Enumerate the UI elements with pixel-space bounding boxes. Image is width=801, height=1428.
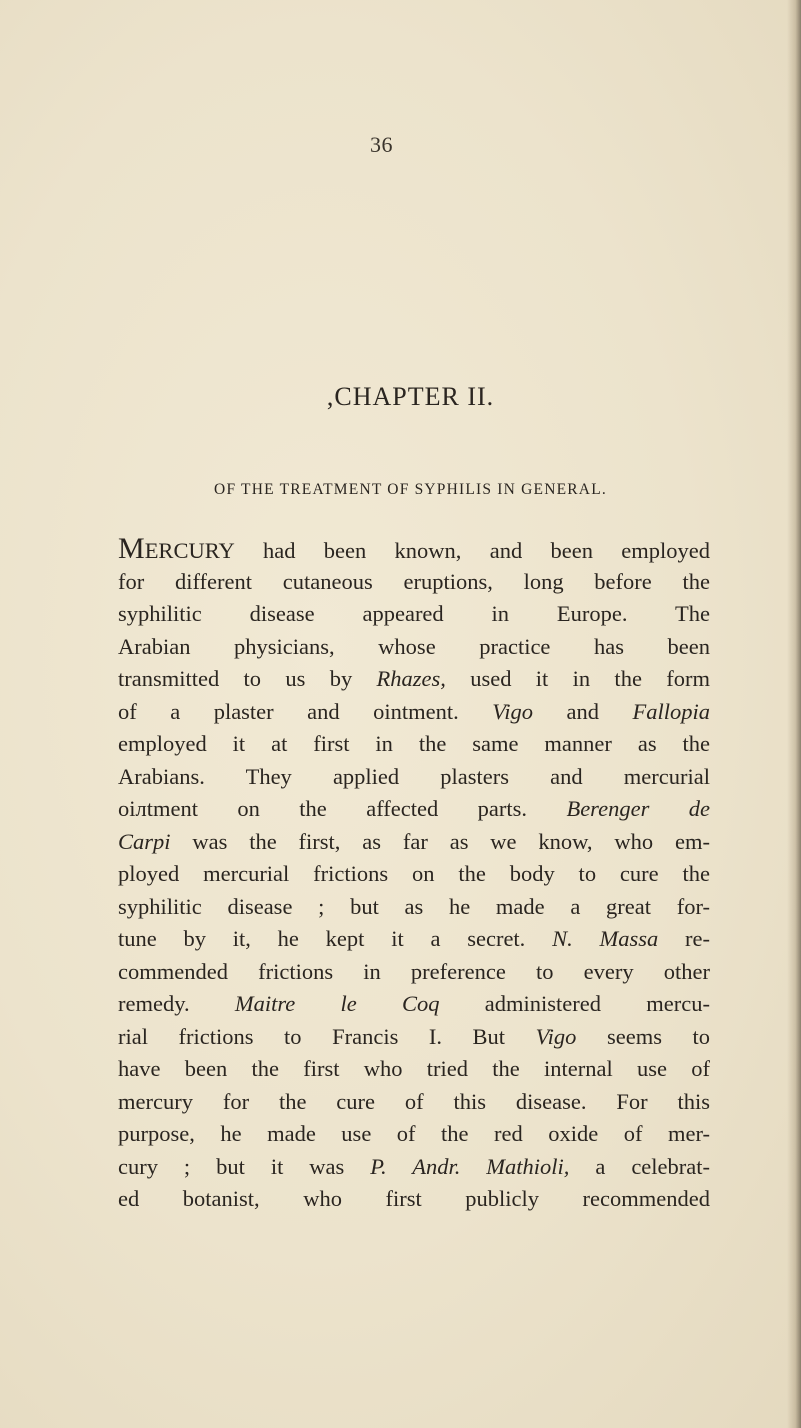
text-segment: re- bbox=[658, 926, 710, 951]
text-segment: ployed mercurial frictions on the body to cure the bbox=[118, 861, 710, 886]
text-line bbox=[118, 923, 710, 956]
text-segment: transmitted to us by bbox=[118, 666, 377, 691]
italic-name: Rhazes, bbox=[376, 666, 446, 691]
text-segment: was the first, as far as we know, who em- bbox=[170, 828, 710, 854]
text-line bbox=[118, 1053, 710, 1086]
italic-name: N. Massa bbox=[552, 926, 659, 951]
text-line bbox=[118, 858, 710, 891]
text-segment: mercury for the cure of this disease. For this bbox=[118, 1088, 710, 1114]
page-edge-shadow bbox=[787, 0, 801, 1428]
chapter-subtitle: OF THE TREATMENT OF SYPHILIS IN GENERAL. bbox=[214, 481, 607, 498]
text-segment: for different cutaneous eruptions, long before the bbox=[118, 568, 710, 594]
text-segment: had been known, and been employed bbox=[234, 538, 710, 563]
text-line bbox=[118, 988, 710, 1021]
text-segment: used it in the form bbox=[445, 666, 710, 691]
text-segment: syphilitic disease ; but as he made a great for- bbox=[118, 893, 710, 919]
text-segment: tune by it, he kept it a secret. bbox=[118, 926, 553, 951]
text-segment: seems to bbox=[576, 1023, 710, 1049]
text-line bbox=[118, 1086, 710, 1119]
text-line bbox=[118, 1183, 710, 1216]
text-line bbox=[118, 761, 710, 794]
italic-name: Fallopia bbox=[632, 698, 710, 724]
text-segment: remedy. bbox=[118, 991, 235, 1016]
chapter-title: ,CHAPTER II. bbox=[326, 382, 495, 411]
italic-name: P. Andr. Mathioli, bbox=[370, 1153, 570, 1179]
text-line bbox=[118, 1118, 710, 1151]
text-segment: Arabians. They applied plasters and mercurial bbox=[118, 763, 710, 789]
text-line bbox=[118, 598, 710, 631]
text-segment: have been the first who tried the internal use of bbox=[118, 1056, 710, 1081]
text-segment: Arabian physicians, whose practice has been bbox=[118, 633, 710, 659]
small-caps-word: ERCURY bbox=[144, 538, 235, 563]
italic-name: Vigo bbox=[535, 1023, 577, 1049]
text-line bbox=[118, 891, 710, 924]
text-segment: administered mercu- bbox=[439, 991, 710, 1016]
text-segment: rial frictions to Francis I. But bbox=[118, 1023, 536, 1049]
text-segment: commended frictions in preference to every other bbox=[118, 958, 710, 984]
text-segment: of a plaster and ointment. bbox=[118, 698, 493, 724]
text-segment: employed it at first in the same manner as the bbox=[118, 731, 710, 756]
italic-name: Vigo bbox=[492, 698, 534, 724]
page-number: 36 bbox=[370, 132, 393, 157]
text-segment: and bbox=[533, 698, 633, 724]
text-segment: cury ; but it was bbox=[118, 1153, 371, 1179]
text-segment: syphilitic disease appeared in Europe. The bbox=[118, 601, 710, 626]
text-segment: purpose, he made use of the red oxide of mer- bbox=[118, 1121, 710, 1146]
text-line bbox=[118, 663, 710, 696]
italic-name: Carpi bbox=[118, 828, 171, 854]
text-line bbox=[118, 956, 710, 989]
text-line bbox=[118, 728, 710, 761]
text-line bbox=[118, 566, 710, 599]
text-line bbox=[118, 1021, 710, 1054]
italic-name: Berenger de bbox=[566, 796, 710, 821]
drop-cap: M bbox=[118, 532, 145, 565]
body-paragraph bbox=[118, 533, 710, 1216]
text-line bbox=[118, 533, 710, 566]
text-segment: oiлtment on the affected parts. bbox=[118, 796, 567, 821]
text-line bbox=[118, 793, 710, 826]
text-segment: a celebrat- bbox=[569, 1153, 711, 1179]
text-segment: ed botanist, who first publicly recommended bbox=[118, 1186, 710, 1211]
italic-name: Maitre le Coq bbox=[234, 991, 440, 1016]
text-line bbox=[118, 1151, 710, 1184]
text-line bbox=[118, 826, 710, 859]
text-line bbox=[118, 631, 710, 664]
text-line bbox=[118, 696, 710, 729]
